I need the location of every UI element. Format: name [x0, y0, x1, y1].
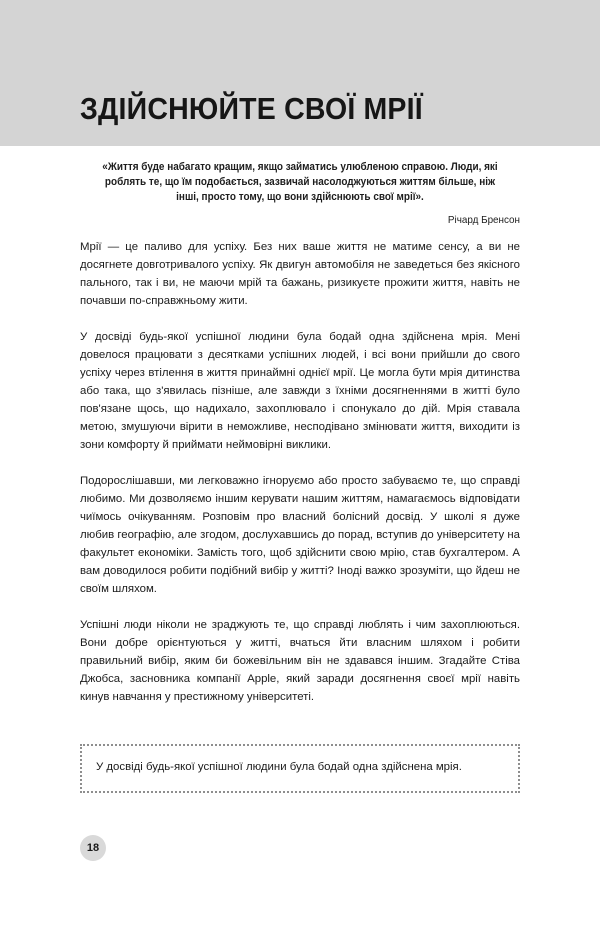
chapter-header-band — [0, 0, 600, 146]
pull-quote-box — [80, 744, 520, 793]
epigraph-quote: «Життя буде набагато кращим, якщо займатись улюбленою справою. Люди, які роблять те, що їм подобається, зазвичай насолоджуються життям більше, ніж інші, просто тому, що вони здійснюють свої мрії». — [102, 161, 498, 204]
body-paragraph-4: Успішні люди ніколи не зраджують те, що справді люблять і чим захоплюються. Вони добре орієнтуються у житті, вчаться йти власним шляхом і робити правильний вибір, яким би божевільним він не здавався іншим. Згадайте Стіва Джобса, засновника компанії Apple, який заради досягнення своєї мрії навіть кинув навчання у престижному університеті. — [80, 619, 520, 703]
page-number-badge: 18 — [80, 835, 106, 861]
pull-quote-text: У досвіді будь-якої успішної людини була бодай одна здійснена мрія. — [96, 761, 462, 773]
body-text — [80, 238, 520, 706]
epigraph-block — [80, 160, 520, 228]
body-paragraph-1: Мрії — це паливо для успіху. Без них ваше життя не матиме сенсу, а ви не досягнете довготривалого успіху. Як двигун автомобіля не заведеться без якісного пального, так і ви, не маючи мрій та бажань, ризикуєте прожити життя, навіть не почавши по-справжньому жити. — [80, 241, 520, 307]
epigraph-author: Річард Бренсон — [447, 214, 520, 226]
body-paragraph-2: У досвіді будь-якої успішної людини була бодай одна здійснена мрія. Мені довелося працювати з десятками успішних людей, і всі вони прийшли до свого успіху через втілення в життя принаймні однієї мрії. Це могла бути мрія дитинства або така, що з'явилась пізніше, але завжди з їхніми досягненнями в житті було пов'язане щось, що надихало, захоплювало і спонукало до дій. Мрія ставала метою, змушуючи вірити в неможливе, несподівано змінювати життя, виходити із зони комфорту й приймати неймовірні виклики. — [80, 331, 520, 451]
page-title: ЗДІЙСНЮЙТЕ СВОЇ МРІЇ — [80, 91, 423, 126]
body-paragraph-3: Подорослішавши, ми легковажно ігноруємо або просто забуваємо те, що справді любимо. Ми дозволяємо іншим керувати нашим життям, намагаємось відповідати чиїмось очікуванням. Розповім про власний болісний досвід. У школі я дуже любив географію, але згодом, дослухавшись до порад, вступив до університету на факультет економіки. Замість того, щоб здійснити свою мрію, став бухгалтером. А вам доводилося робити подібний вибір у житті? Іноді важко зрозуміти, що йдеш не своїм шляхом. — [80, 475, 520, 595]
